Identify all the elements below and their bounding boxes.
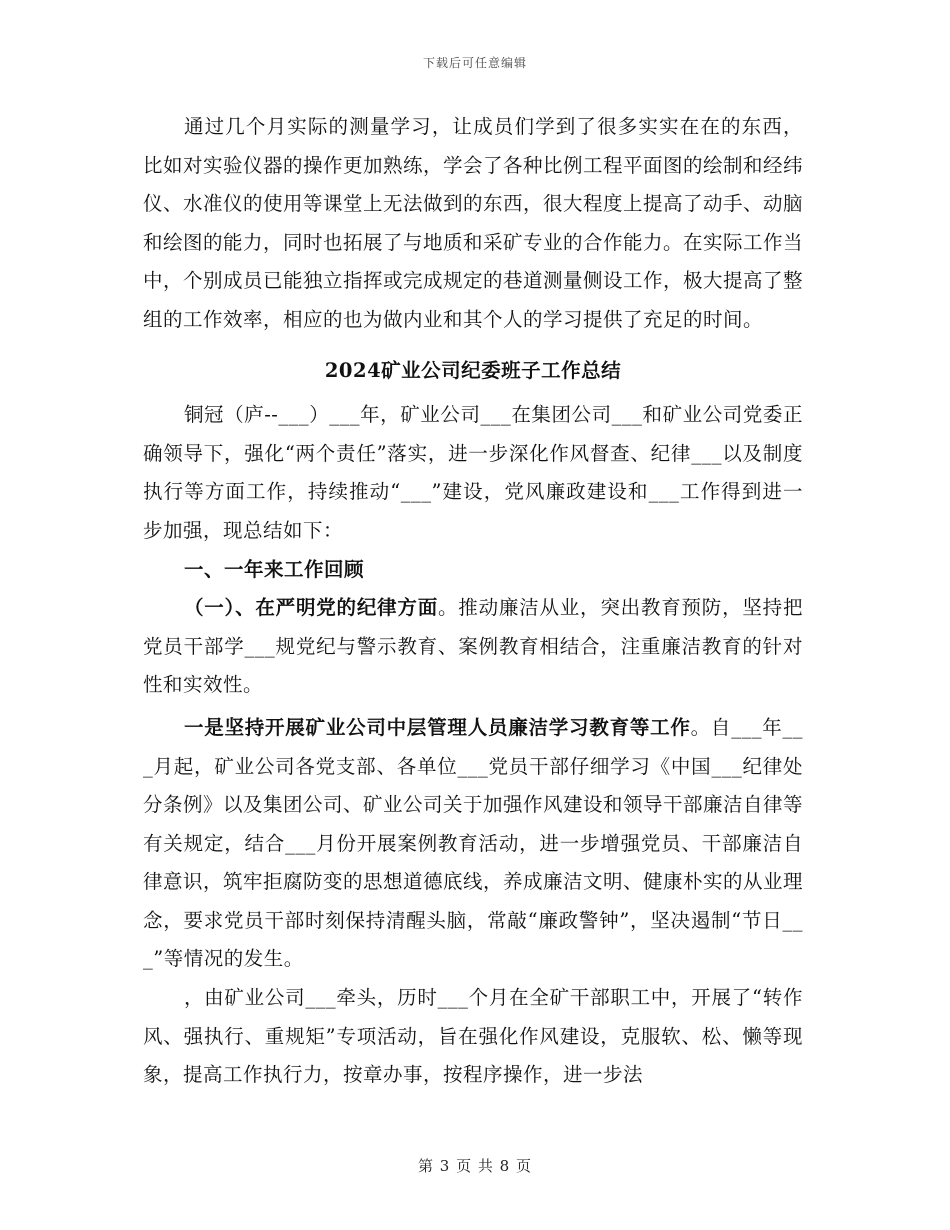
item-heading: 一是坚持开展矿业公司中层管理人员廉洁学习教育等工作 (183, 715, 691, 739)
subsection-text: 。推动廉洁从业，突出教育预防，坚持把党员干部学___规党纪与警示教育、案例教育相结合，注重廉洁教育的针对性和实效性。 (143, 596, 803, 697)
paragraph-survey-learning: 通过几个月实际的测量学习，让成员们学到了很多实实在在的东西，比如对实验仪器的操作更加熟练，学会了各种比例工程平面图的绘制和经纬仪、水准仪的使用等课堂上无法做到的东西，很大程度上提高了动手、动脑和绘图的能力，同时也拓展了与地质和采矿专业的合作能力。在实际工作当中，个别成员已能独立指挥或完成规定的巷道测量侧设工作，极大提高了整组的工作效率，相应的也为做内业和其个人的学习提供了充足的时间。 (143, 115, 804, 331)
document-body (143, 108, 803, 1095)
paragraph-discipline (143, 589, 803, 705)
section-heading: 一、一年来工作回顾 (183, 557, 364, 581)
paragraph-intro: 铜冠（庐--___）___年，矿业公司___在集团公司___和矿业公司党委正确领导下，强化“两个责任”落实，进一步深化作风督查、纪律___以及制度执行等方面工作，持续推动“___”建设，党风廉政建设和___工作得到进一步加强，现总结如下： (143, 403, 803, 542)
item-text: 。自___年___月起，矿业公司各党支部、各单位___党员干部仔细学习《中国___纪律处分条例》以及集团公司、矿业公司关于加强作风建设和领导干部廉洁自律等有关规定，结合___月份开展案例教育活动，进一步增强党员、干部廉洁自律意识，筑牢拒腐防变的思想道德底线，养成廉洁文明、健康朴实的从业理念，要求党员干部时刻保持清醒头脑，常敲“廉政警钟”，坚决遏制“节日___”等情况的发生。 (143, 715, 804, 971)
document-title: 2024矿业公司纪委班子工作总结 (324, 358, 622, 382)
page-number: 第 3 页 共 8 页 (418, 1157, 532, 1175)
paragraph-special-activity: ，由矿业公司___牵头，历时___个月在全矿干部职工中，开展了“转作风、强执行、重规矩”专项活动，旨在强化作风建设，克服软、松、懒等现象，提高工作执行力，按章办事，按程序操作，进一步法 (143, 986, 803, 1087)
header-note: 下载后可任意编辑 (422, 56, 527, 70)
paragraph-item-one (143, 709, 803, 979)
subsection-heading: （一）、在严明党的纪律方面 (183, 596, 438, 620)
